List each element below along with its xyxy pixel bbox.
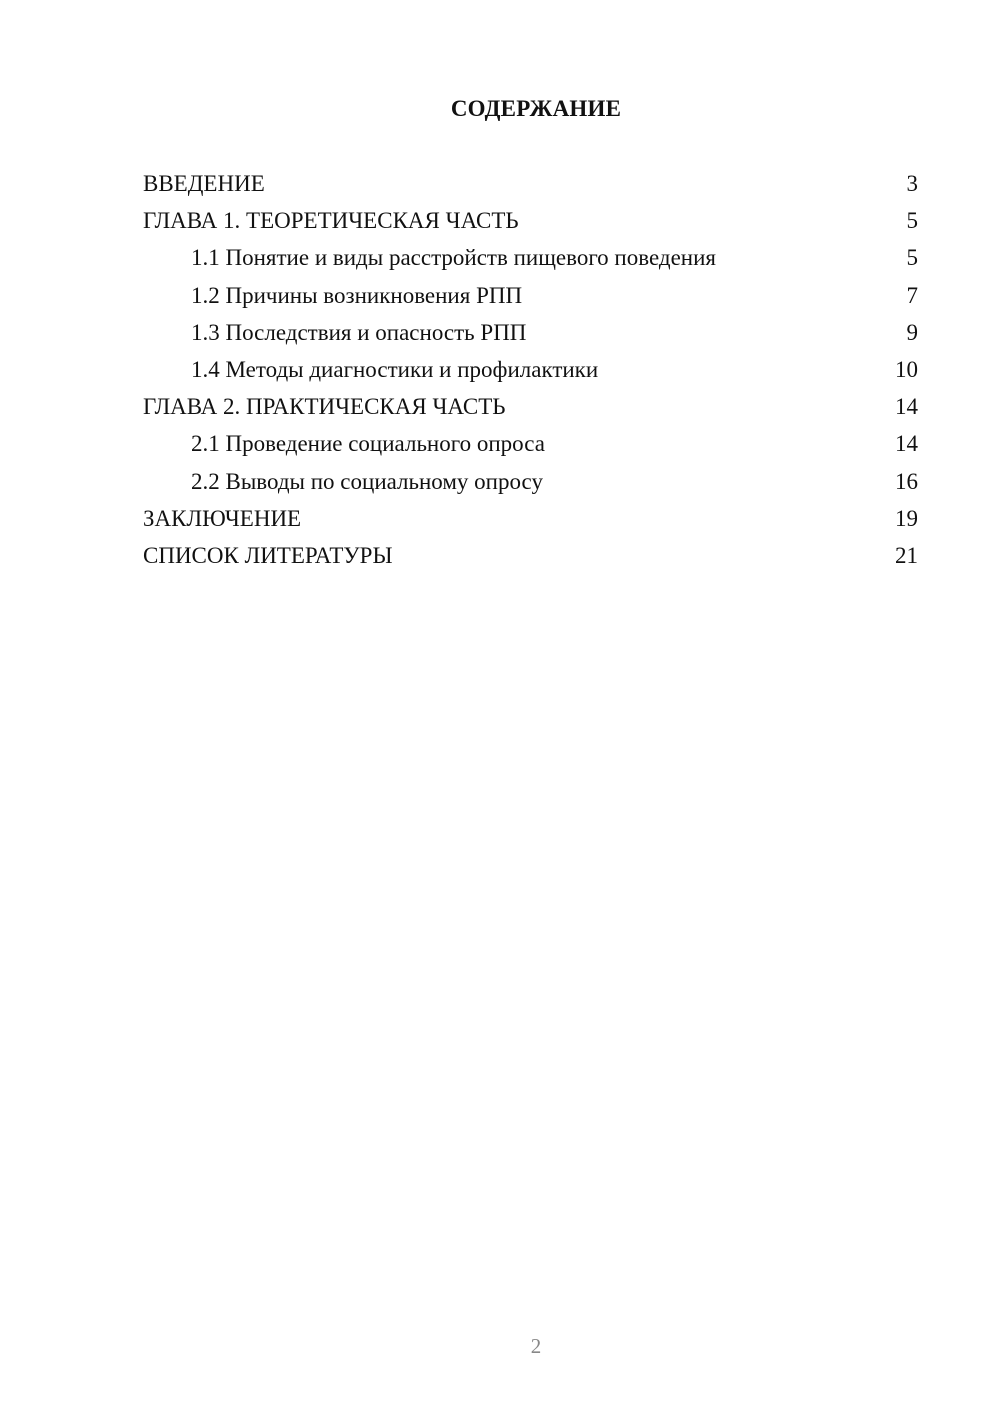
toc-entry-page: 7 <box>906 282 918 308</box>
toc-entry-section-2-1 <box>143 429 918 466</box>
toc-entry-section-1-2 <box>143 281 918 318</box>
page-title: СОДЕРЖАНИЕ <box>450 96 622 121</box>
toc-entry-section-2-2 <box>143 467 918 504</box>
toc-entry-label: 2.1 Проведение социального опроса <box>191 431 545 457</box>
toc-entry-conclusion <box>143 504 918 541</box>
toc-entry-label: 1.1 Понятие и виды расстройств пищевого поведения <box>191 245 716 271</box>
toc-entry-label: 1.4 Методы диагностики и профилактики <box>191 356 599 382</box>
toc-entry-page: 5 <box>906 208 918 234</box>
toc-entry-label: ЗАКЛЮЧЕНИЕ <box>143 505 302 531</box>
toc-entry-page: 10 <box>895 356 918 382</box>
toc-entry-section-1-1 <box>143 243 918 280</box>
toc-entry-label: ВВЕДЕНИЕ <box>143 171 265 196</box>
page-number: 2 <box>530 1334 542 1358</box>
toc-entry-section-1-3 <box>143 318 918 355</box>
table-of-contents <box>143 169 918 578</box>
toc-entry-label: ГЛАВА 2. ПРАКТИЧЕСКАЯ ЧАСТЬ <box>143 394 506 420</box>
toc-entry-page: 21 <box>895 542 918 568</box>
toc-entry-page: 14 <box>895 394 918 420</box>
toc-entry-section-1-4 <box>143 355 918 392</box>
toc-entry-page: 3 <box>906 171 918 196</box>
toc-entry-page: 9 <box>906 319 918 345</box>
toc-entry-chapter-2 <box>143 392 918 429</box>
toc-entry-label: 1.2 Причины возникновения РПП <box>191 282 523 308</box>
toc-entry-introduction <box>143 169 918 206</box>
toc-entry-label: 1.3 Последствия и опасность РПП <box>191 319 527 345</box>
toc-entry-page: 14 <box>895 431 918 457</box>
toc-entry-references <box>143 541 918 578</box>
toc-entry-label: 2.2 Выводы по социальному опросу <box>191 468 543 494</box>
toc-entry-page: 19 <box>895 505 918 531</box>
toc-entry-page: 5 <box>906 245 918 271</box>
toc-entry-chapter-1 <box>143 206 918 243</box>
toc-entry-label: ГЛАВА 1. ТЕОРЕТИЧЕСКАЯ ЧАСТЬ <box>143 208 519 234</box>
toc-entry-label: СПИСОК ЛИТЕРАТУРЫ <box>143 542 393 568</box>
toc-entry-page: 16 <box>895 468 918 494</box>
